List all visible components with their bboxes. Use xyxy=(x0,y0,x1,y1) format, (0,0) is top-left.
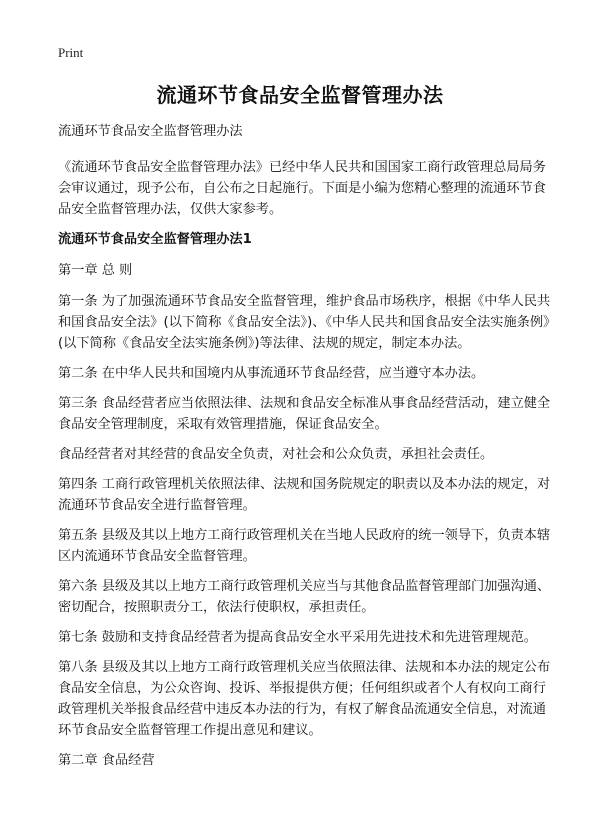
article-paragraph: 第六条 县级及其以上地方工商行政管理机关应当与其他食品监督管理部门加强沟通、密切配合，按照职责分工，依法行使职权，承担责任。 xyxy=(58,579,551,615)
article-paragraph: 第一条 为了加强流通环节食品安全监督管理，维护食品市场秩序，根据《中华人民共和国食品安全法》(以下简称《食品安全法》)、《中华人民共和国食品安全法实施条例》(以下简称《食品安全法实施条例》)等法律、法规的规定，制定本办法。 xyxy=(58,294,557,351)
chapter-heading: 第一章 总 则 xyxy=(58,263,133,278)
chapter-heading: 第二章 食品经营 xyxy=(58,753,155,768)
document-body xyxy=(58,121,558,781)
article-paragraph: 第五条 县级及其以上地方工商行政管理机关在当地人民政府的统一领导下，负责本辖区内流通环节食品安全监督管理。 xyxy=(58,528,551,564)
article-paragraph: 第七条 鼓励和支持食品经营者为提高食品安全水平采用先进技术和先进管理规范。 xyxy=(58,630,537,645)
article-paragraph: 第三条 食品经营者应当依照法律、法规和食品安全标准从事食品经营活动，建立健全食品安全管理制度，采取有效管理措施，保证食品安全。 xyxy=(58,396,551,432)
intro-paragraph: 《流通环节食品安全监督管理办法》已经中华人民共和国国家工商行政管理总局局务会审议通过，现予公布，自公布之日起施行。下面是小编为您精心整理的流通环节食品安全监督管理办法，仅供大家参考。 xyxy=(58,160,546,217)
article-paragraph: 第八条 县级及其以上地方工商行政管理机关应当依照法律、法规和本办法的规定公布食品安全信息，为公众咨询、投诉、举报提供方便；任何组织或者个人有权向工商行政管理机关举报食品经营中违反本办法的行为，有权了解食品流通安全信息，对流通环节食品安全监督管理工作提出意见和建议。 xyxy=(58,660,551,738)
print-link[interactable]: Print xyxy=(58,45,84,60)
page-title: 流通环节食品安全监督管理办法 xyxy=(156,83,444,107)
section-heading: 流通环节食品安全监督管理办法1 xyxy=(58,232,252,247)
article-paragraph: 第二条 在中华人民共和国境内从事流通环节食品经营，应当遵守本办法。 xyxy=(58,366,485,381)
article-paragraph: 食品经营者对其经营的食品安全负责，对社会和公众负责，承担社会责任。 xyxy=(58,447,494,462)
article-paragraph: 第四条 工商行政管理机关依照法律、法规和国务院规定的职责以及本办法的规定，对流通环节食品安全进行监督管理。 xyxy=(58,477,551,513)
document-subtitle: 流通环节食品安全监督管理办法 xyxy=(58,124,243,139)
